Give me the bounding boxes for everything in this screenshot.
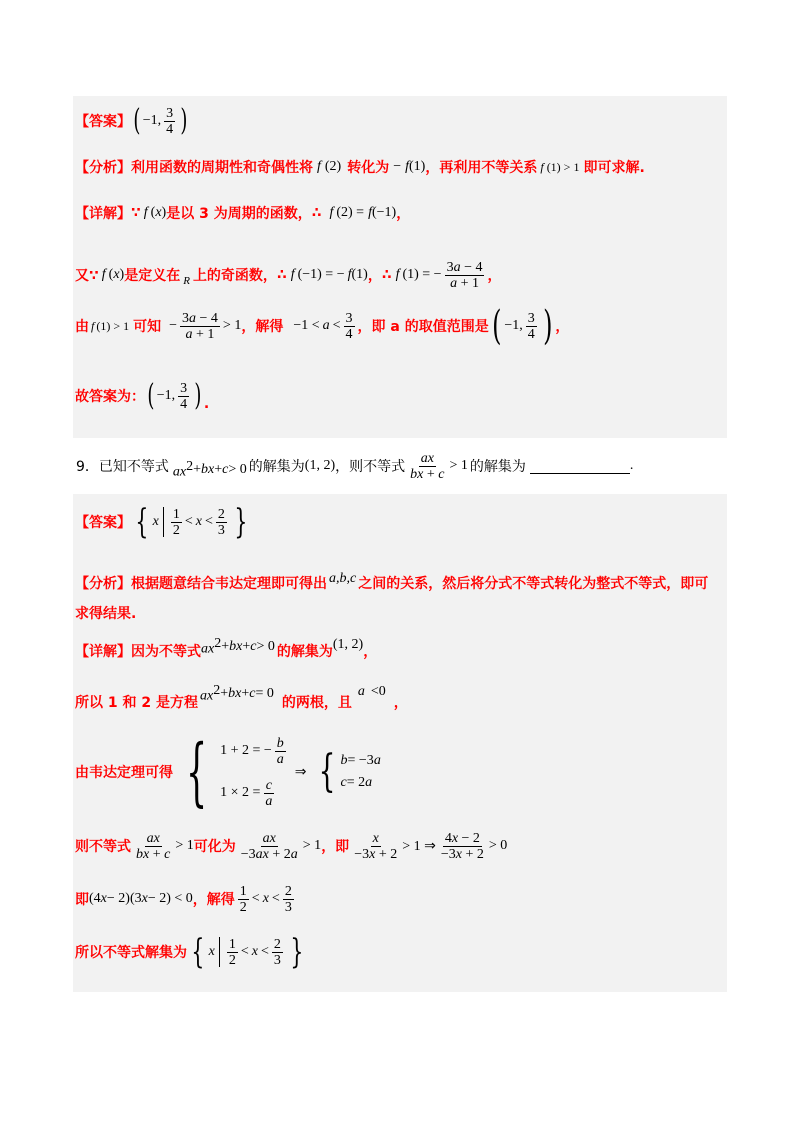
detail-text: ，解得	[192, 892, 235, 908]
detail-text: 由	[75, 319, 89, 335]
detail-text: 所以不等式解集为	[75, 945, 187, 961]
question-number: 9．	[76, 459, 99, 475]
detail-text: 所以 1 和 2 是方程	[75, 695, 198, 711]
detail-text: 可知	[133, 319, 162, 335]
answer-math: ( −1, $\frac{3}{4}$ )	[133, 103, 188, 138]
answer-tag: 【答案】	[75, 515, 131, 531]
q8-analysis-line: 【分析】 利用函数的周期性和奇偶性将 f (2) 转化为 − f (1) ，再利用不等关系 f (1) > 1 即可求解.	[75, 159, 645, 176]
comma: ，	[363, 644, 378, 660]
comma: ，	[393, 695, 408, 711]
detail-text: 可化为	[193, 839, 236, 855]
because-symbol: ∵	[131, 205, 141, 221]
q8-detail-line-3: 由 f (1) > 1 可知 − $\frac{3a - 4}{a + 1}$ > 1 ，解得 −1 < a < $\frac{3}{4}$ ，即 a 的取值范围是 ( −1, $\frac{3}{4}$ ) ，	[75, 303, 570, 349]
detail-tag: 【详解】	[75, 644, 131, 660]
stem-text: ，则不等式	[335, 459, 406, 475]
q9-analysis-line-2	[75, 602, 136, 624]
detail-text: 则不等式	[75, 839, 131, 855]
analysis-text: 利用函数的周期性和奇偶性将	[131, 160, 313, 176]
period: .	[203, 396, 210, 412]
q9-analysis-line: 【分析】 根据题意结合韦达定理即可得出 a,b,c 之间的关系，然后将分式不等式转化为整式不等式，即可	[75, 571, 709, 592]
q9-detail-line-4: 则不等式 $\frac{ax}{bx + c}$ > 1 可化为 $\frac{ax}{-3ax + 2a}$ > 1 ，即 $\frac{x}{-3x + 2}$ > 1 ⇒ $\frac{4x - 2}{-3x + 2}$ > 0	[75, 830, 508, 862]
q9-detail-line-5: 即 (4 x − 2)(3 x − 2) < 0 ，解得 $\frac{1}{2}$ < x < $\frac{2}{3}$	[75, 883, 292, 915]
answer-tag: 【答案】	[75, 114, 131, 130]
analysis-text: 即可求解.	[583, 160, 645, 176]
therefore-symbol: ∴	[311, 205, 322, 221]
comma: ，	[367, 268, 382, 284]
analysis-text: 根据题意结合韦达定理即可得出	[131, 576, 327, 592]
detail-text: 即	[75, 892, 89, 908]
q9-detail-line-2: 所以 1 和 2 是方程 $ax^2$ + bx + c = 0 的两根，且 a <0 ，	[75, 683, 408, 711]
detail-text: ，解得	[241, 319, 284, 335]
detail-text: 又∵	[75, 268, 99, 284]
q9-stem: 9． 已知不等式 $ax^2$ + bx + c > 0 的解集为 (1, 2) ，则不等式 $\frac{ax}{bx + c}$ > 1 的解集为 .	[76, 450, 634, 482]
q8-detail-line-2: 又∵ f ( x ) 是定义在 R 上的奇函数， ∴ f (−1) = − f (1) ， ∴ f (1) = − $\frac{3a - 4}{a + 1}$ ，	[75, 259, 502, 291]
stem-text: 已知不等式	[98, 459, 169, 475]
answer-blank	[530, 459, 630, 474]
comma: ，	[396, 206, 411, 222]
comma: ，	[555, 319, 570, 335]
q9-answer-line: 【答案】 { x $\frac{1}{2}$ < x < $\frac{2}{3}$ }	[75, 502, 248, 542]
q9-detail-line-3: 由韦达定理可得 { 1 + 2 = − $\frac{b}{a}$ 1 × 2 = $\frac{c}{a}$ ⇒ { b = −3 a c = 2 a	[75, 729, 381, 815]
q8-detail-line: 【详解】 ∵ f ( x ) 是以 3 为周期的函数， ∴ f (2) = f (−1) ，	[75, 205, 411, 222]
analysis-text: 之间的关系，然后将分式不等式转化为整式不等式，即可	[358, 576, 709, 592]
detail-text: 是定义在	[124, 268, 181, 284]
analysis-text: 转化为	[347, 160, 390, 176]
q8-solution-box	[73, 96, 727, 438]
detail-text: 的解集为	[276, 644, 333, 660]
therefore-symbol: ∴	[276, 267, 287, 283]
q8-answer-line	[75, 104, 190, 138]
detail-text: 是以 3 为周期的函数，	[166, 206, 312, 222]
analysis-text: 求得结果.	[75, 606, 137, 622]
detail-text: 上的奇函数，	[192, 268, 277, 284]
therefore-symbol: ∴	[381, 267, 392, 283]
stem-text: 的解集为	[469, 459, 526, 475]
detail-text: 的两根，且	[281, 695, 352, 711]
q8-final-line: 故答案为： ( −1, $\frac{3}{4}$ ) .	[75, 378, 210, 413]
detail-text: ，即 a 的取值范围是	[357, 319, 489, 335]
detail-text: ，即	[321, 839, 350, 855]
detail-tag: 【详解】	[75, 206, 131, 222]
final-answer-label: 故答案为：	[75, 389, 145, 405]
analysis-tag: 【分析】	[75, 576, 131, 592]
q9-solution-box	[73, 494, 727, 992]
analysis-text: ，再利用不等关系	[425, 160, 538, 176]
q9-detail-line-6: 所以不等式解集为 { x $\frac{1}{2}$ < x < $\frac{2}{3}$ }	[75, 932, 304, 972]
detail-text: 由韦达定理可得	[75, 765, 173, 781]
comma: ，	[487, 268, 502, 284]
analysis-tag: 【分析】	[75, 160, 131, 176]
stem-text: 的解集为	[248, 459, 305, 475]
detail-text: 因为不等式	[131, 644, 201, 660]
q9-detail-line: 【详解】 因为不等式 $ax^2$ + bx + c > 0 的解集为 (1, 2) ，	[75, 636, 378, 660]
